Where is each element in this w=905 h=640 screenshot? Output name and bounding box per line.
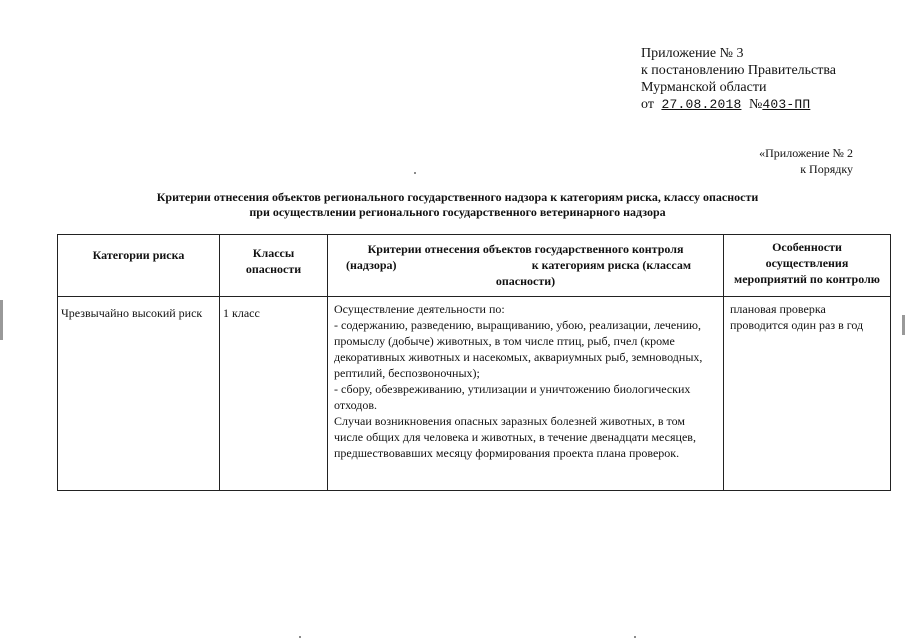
table-row <box>58 297 891 491</box>
scan-edge-mark <box>0 300 3 340</box>
criteria-item-waste: - сбору, обезвреживанию, утилизации и уничтожению биологических отходов. <box>334 382 691 412</box>
sub-appendix-number: «Приложение № 2 <box>759 146 853 160</box>
appendix-date: 27.08.2018 <box>661 97 742 112</box>
appendix-header <box>641 45 836 113</box>
appendix-number-label: № <box>748 97 763 112</box>
criteria-disease-cases: Случаи возникновения опасных заразных болезней животных, в том числе общих для человека и животных, в течение двенадцати месяцев, предшествовавших месяцу формирования проекта плана проверок. <box>334 414 696 460</box>
scan-speck <box>414 172 416 174</box>
sub-appendix-order: к Порядку <box>800 162 853 176</box>
criteria-item-animals: - содержанию, разведению, выращиванию, убою, реализации, лечению, промыслу (добыче) животных, в том числе птиц, рыб, пчел (кроме декоративных животных и насекомых, аквариумных рыб, земноводных, рептилий, беспозвоночных); <box>334 318 703 380</box>
appendix-date-line <box>641 96 836 113</box>
title-line-1: Критерии отнесения объектов регионального государственного надзора к категориям риска, классу опасности <box>156 190 759 204</box>
scan-speck <box>299 636 301 638</box>
cell-criteria <box>328 297 724 491</box>
title-line-2: при осуществлении регионального государственного ветеринарного надзора <box>249 205 666 219</box>
appendix-from-label: от <box>641 97 654 112</box>
header-hazard-class: Классы опасности <box>220 235 328 297</box>
appendix-resolution-number: 403-ПП <box>762 97 811 112</box>
sub-appendix <box>759 145 853 177</box>
cell-risk-category: Чрезвычайно высокий риск <box>58 297 220 491</box>
header-control-features: Особенности осуществления мероприятий по контролю <box>724 235 891 297</box>
appendix-region: Мурманской области <box>641 80 767 95</box>
appendix-resolution: к постановлению Правительства <box>641 63 837 78</box>
risk-criteria-table <box>57 234 891 491</box>
header-criteria: Критерии отнесения объектов государственного контроля (надзора) к категориям риска (классам опасности) <box>328 235 724 297</box>
table-header-row <box>58 235 891 297</box>
header-risk-category: Категории риска <box>58 235 220 297</box>
cell-control-features: плановая проверка проводится один раз в год <box>724 297 891 491</box>
criteria-intro: Осуществление деятельности по: <box>334 302 505 316</box>
appendix-number: Приложение № 3 <box>641 46 744 61</box>
cell-hazard-class: 1 класс <box>220 297 328 491</box>
document-title <box>60 190 855 220</box>
scan-speck <box>634 636 636 638</box>
